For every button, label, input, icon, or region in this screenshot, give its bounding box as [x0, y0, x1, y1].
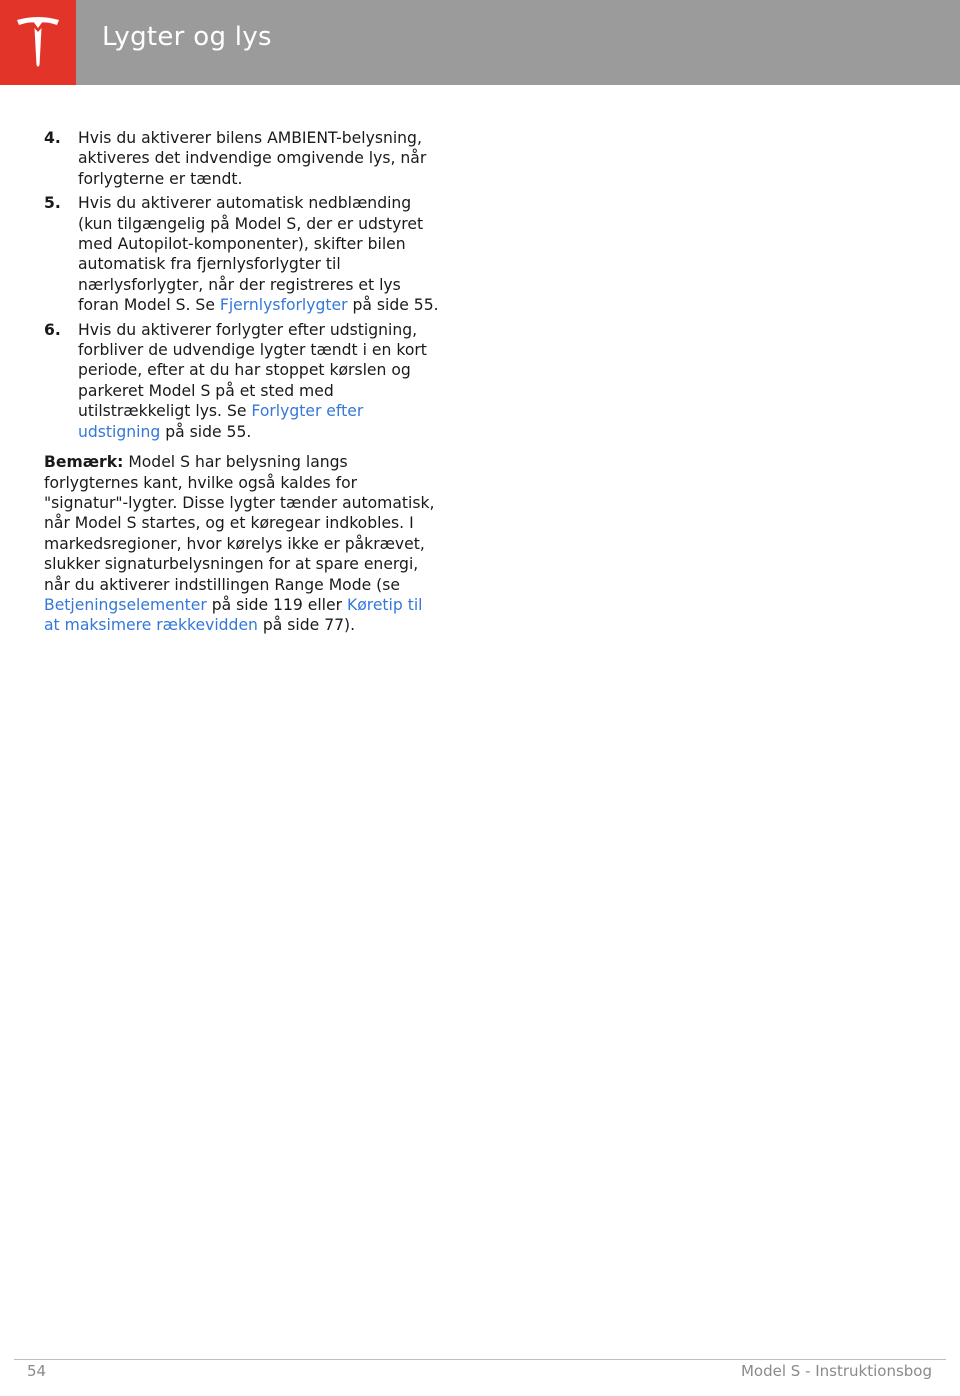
item-number: 6. [44, 320, 61, 339]
list-item [44, 193, 440, 315]
list-item [44, 320, 440, 442]
tesla-logo-icon [15, 16, 61, 68]
note-paragraph [44, 452, 440, 636]
item-text: Hvis du aktiverer automatisk nedblænding (kun tilgængelig på Model S, der er udstyret med Autopilot-komponenter), skifter bilen automatisk fra fjernlysforlygter til nærlysforlygter, når der registreres et lys foran Model S. Se [78, 194, 424, 315]
note-text-mid: på side 119 eller [206, 595, 347, 614]
page-header [0, 0, 960, 85]
tesla-logo [0, 0, 76, 85]
page-number: 54 [27, 1362, 47, 1380]
link-fjernlysforlygter[interactable]: Fjernlysforlygter [219, 296, 348, 315]
footer-divider [14, 1359, 946, 1360]
item-number: 4. [44, 129, 61, 147]
note-text: Model S har belysning langs forlygternes kant, hvilke også kaldes for "signatur"-lygter. Disse lygter tænder automatisk, når Model S startes, og et køregear indkobles. I markedsregioner, hvor kørelys ikke er påkrævet, slukker signaturbelysningen for at spare energi, når du aktiverer indstillingen Range Mode (se [44, 453, 435, 594]
item-text-after: på side 55. [160, 422, 252, 441]
link-betjeningselementer[interactable]: Betjeningselementer [44, 595, 207, 614]
item-number: 5. [44, 194, 61, 213]
link-koeretip[interactable]: Køretip til at maksimere rækkevidden [44, 595, 423, 635]
list-item [44, 128, 440, 189]
link-forlygter-efter-udstigning[interactable]: Forlygter efter udstigning [78, 402, 364, 441]
manual-content [44, 128, 440, 636]
footer-book-title: Model S - Instruktionsbog [740, 1362, 932, 1380]
item-text: Hvis du aktiverer forlygter efter udstigning, forbliver de udvendige lygter tændt i en kort periode, efter at du har stoppet kørslen og parkeret Model S på et sted med utilstrækkeligt lys. Se [78, 320, 427, 421]
note-text-after: på side 77). [257, 616, 356, 635]
item-text-after: på side 55. [347, 296, 439, 315]
item-text: Hvis du aktiverer bilens AMBIENT-belysning, aktiveres det indvendige omgivende lys, når forlygterne er tændt. [78, 129, 427, 188]
page-title: Lygter og lys [102, 22, 272, 52]
note-label: Bemærk: [44, 453, 124, 472]
